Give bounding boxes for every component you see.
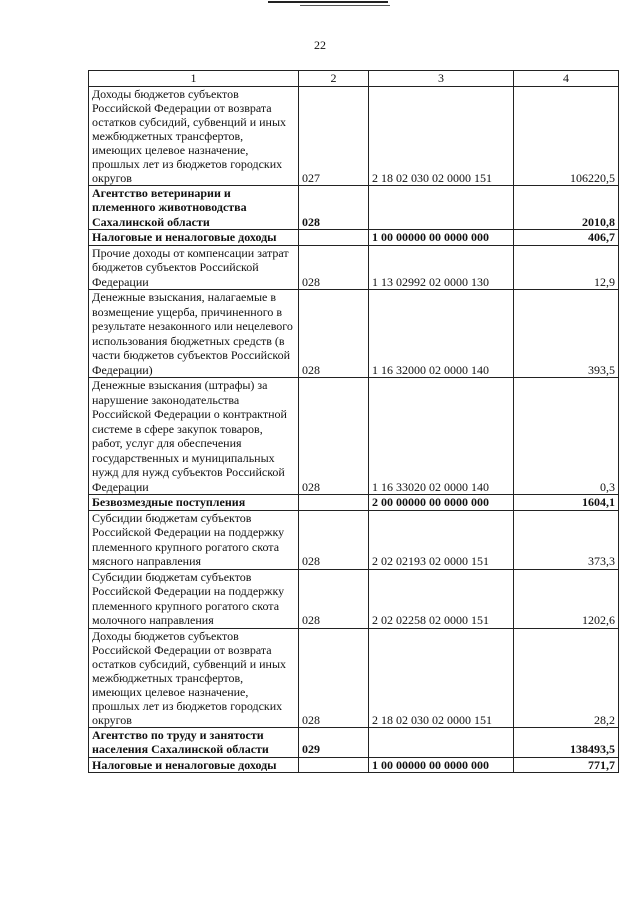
table-row — [89, 569, 619, 628]
row-code-cell — [299, 230, 369, 246]
table-row — [89, 86, 619, 185]
column-header-name: 1 — [89, 71, 299, 87]
top-rule-secondary — [300, 5, 390, 6]
row-name-cell: Агентство ветеринарии и племенного животноводства Сахалинской области — [89, 185, 299, 230]
row-kbk-cell: 1 16 32000 02 0000 140 — [369, 290, 514, 378]
row-amount-cell: 2010,8 — [514, 185, 619, 230]
row-code-cell: 029 — [299, 727, 369, 757]
row-kbk-cell: 2 02 02193 02 0000 151 — [369, 510, 514, 569]
table-row-section — [89, 230, 619, 246]
row-kbk-cell: 1 13 02992 02 0000 130 — [369, 245, 514, 290]
row-kbk-cell — [369, 727, 514, 757]
column-header-kbk: 3 — [369, 71, 514, 87]
row-kbk-cell: 1 16 33020 02 0000 140 — [369, 378, 514, 495]
row-amount-cell: 406,7 — [514, 230, 619, 246]
row-amount-cell: 393,5 — [514, 290, 619, 378]
row-name-cell: Налоговые и неналоговые доходы — [89, 230, 299, 246]
table-row-section — [89, 495, 619, 511]
top-rule — [268, 1, 388, 3]
row-code-cell: 028 — [299, 290, 369, 378]
row-amount-cell: 12,9 — [514, 245, 619, 290]
column-header-admin-code: 2 — [299, 71, 369, 87]
page-number: 22 — [314, 38, 326, 52]
row-amount-cell: 1202,6 — [514, 569, 619, 628]
row-amount-cell: 771,7 — [514, 757, 619, 773]
row-code-cell — [299, 757, 369, 773]
row-kbk-cell: 2 00 00000 00 0000 000 — [369, 495, 514, 511]
column-header-amount: 4 — [514, 71, 619, 87]
row-amount-cell: 373,3 — [514, 510, 619, 569]
table-row-section — [89, 757, 619, 773]
row-kbk-cell: 1 00 00000 00 0000 000 — [369, 230, 514, 246]
row-kbk-cell: 2 02 02258 02 0000 151 — [369, 569, 514, 628]
row-name-cell: Субсидии бюджетам субъектов Российской Федерации на поддержку племенного крупного рогатого скота молочного направления — [89, 569, 299, 628]
row-kbk-cell: 1 00 00000 00 0000 000 — [369, 757, 514, 773]
row-code-cell: 028 — [299, 378, 369, 495]
table-row — [89, 378, 619, 495]
row-code-cell: 028 — [299, 510, 369, 569]
row-amount-cell: 1604,1 — [514, 495, 619, 511]
table-row — [89, 290, 619, 378]
table-row — [89, 245, 619, 290]
table-row-agency — [89, 185, 619, 230]
row-name-cell: Денежные взыскания (штрафы) за нарушение законодательства Российской Федерации о контрактной системе в сфере закупок товаров, работ, услуг для обеспечения государственных и муниципальных нужд для нужд субъектов Российской Федерации — [89, 378, 299, 495]
row-code-cell: 027 — [299, 86, 369, 185]
table-row — [89, 510, 619, 569]
table-row — [89, 628, 619, 727]
row-name-cell: Прочие доходы от компенсации затрат бюджетов субъектов Российской Федерации — [89, 245, 299, 290]
row-code-cell: 028 — [299, 185, 369, 230]
row-name-cell: Агентство по труду и занятости населения Сахалинской области — [89, 727, 299, 757]
row-name-cell: Безвозмездные поступления — [89, 495, 299, 511]
row-name-cell: Денежные взыскания, налагаемые в возмещение ущерба, причиненного в результате незаконного или нецелевого использования бюджетных средств (в части бюджетов субъектов Российской Федерации) — [89, 290, 299, 378]
row-name-cell: Налоговые и неналоговые доходы — [89, 757, 299, 773]
row-name-cell: Субсидии бюджетам субъектов Российской Федерации на поддержку племенного крупного рогатого скота мясного направления — [89, 510, 299, 569]
budget-revenue-table — [88, 70, 619, 773]
row-name-cell: Доходы бюджетов субъектов Российской Федерации от возврата остатков субсидий, субвенций и иных межбюджетных трансфертов, имеющих целевое назначение, прошлых лет из бюджетов городских округов — [89, 86, 299, 185]
row-kbk-cell: 2 18 02 030 02 0000 151 — [369, 86, 514, 185]
table-row-agency — [89, 727, 619, 757]
row-name-cell: Доходы бюджетов субъектов Российской Федерации от возврата остатков субсидий, субвенций и иных межбюджетных трансфертов, имеющих целевое назначение, прошлых лет из бюджетов городских округов — [89, 628, 299, 727]
row-code-cell: 028 — [299, 628, 369, 727]
row-code-cell — [299, 495, 369, 511]
row-kbk-cell: 2 18 02 030 02 0000 151 — [369, 628, 514, 727]
row-kbk-cell — [369, 185, 514, 230]
table-header-row — [89, 71, 619, 87]
row-amount-cell: 0,3 — [514, 378, 619, 495]
row-amount-cell: 138493,5 — [514, 727, 619, 757]
row-code-cell: 028 — [299, 569, 369, 628]
row-amount-cell: 28,2 — [514, 628, 619, 727]
row-amount-cell: 106220,5 — [514, 86, 619, 185]
row-code-cell: 028 — [299, 245, 369, 290]
